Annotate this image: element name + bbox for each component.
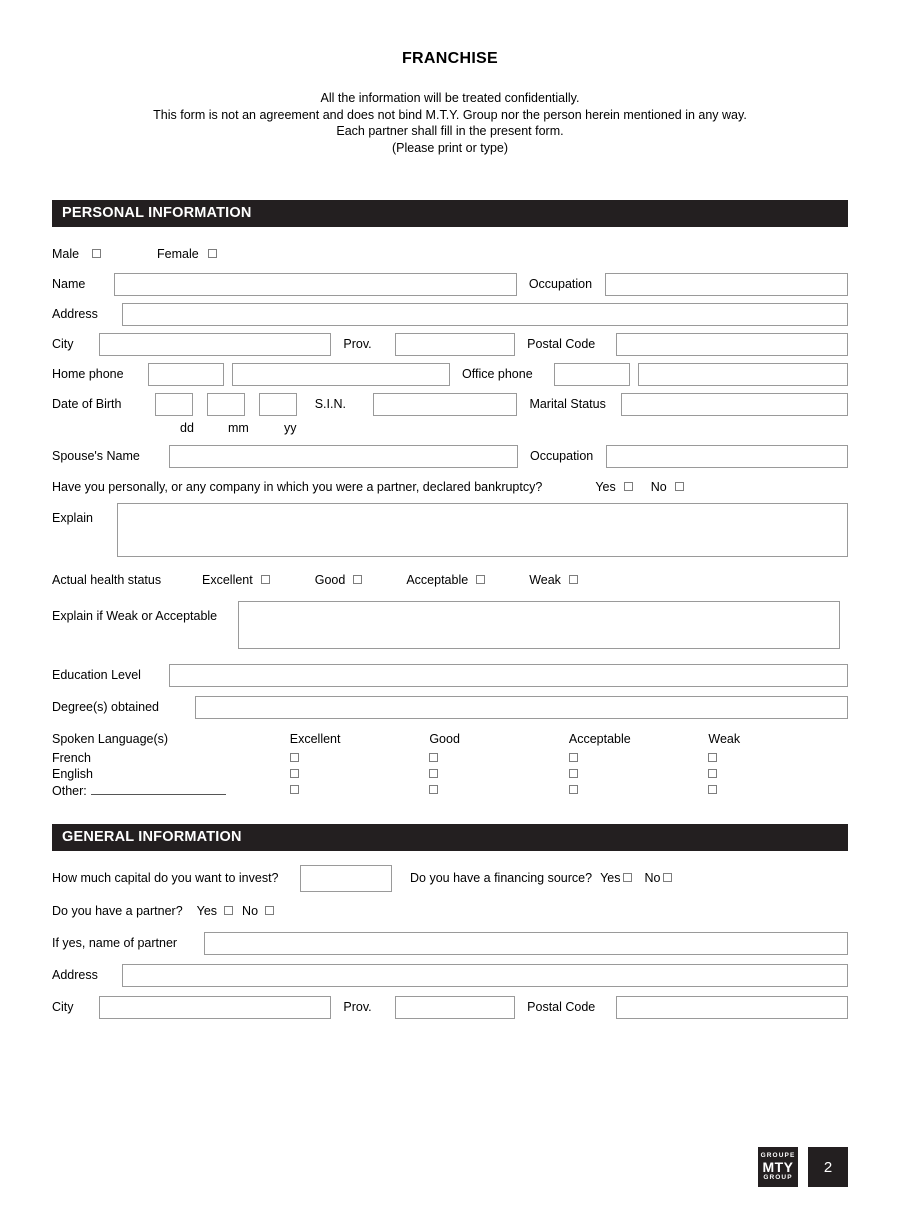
explain-weak-label: Explain if Weak or Acceptable — [52, 609, 218, 623]
address-label: Address — [52, 307, 98, 321]
table-row — [52, 766, 848, 782]
spouse-occupation-label: Occupation — [530, 449, 594, 463]
phone-row — [52, 359, 848, 389]
french-acceptable-checkbox[interactable] — [569, 753, 578, 762]
spouse-name-label: Spouse's Name — [52, 449, 140, 463]
page-number-badge: 2 — [808, 1147, 848, 1187]
sin-label: S.I.N. — [314, 397, 346, 411]
mty-group-logo — [758, 1147, 798, 1187]
french-good-checkbox[interactable] — [429, 753, 438, 762]
health-good-checkbox[interactable] — [353, 575, 362, 584]
spoken-languages-table — [52, 729, 848, 798]
dob-year-caption: yy — [284, 421, 297, 435]
dob-day-input[interactable] — [155, 393, 193, 416]
education-level-input[interactable] — [169, 664, 848, 687]
city-input[interactable] — [99, 333, 331, 356]
intro-text — [0, 90, 900, 156]
language-col-excellent: Excellent — [289, 731, 341, 746]
logo-bottom-text: GROUP — [763, 1174, 793, 1181]
franchise-form-page — [0, 50, 900, 1215]
financing-no-label: No — [644, 871, 661, 885]
section-header-personal-information: PERSONAL INFORMATION — [52, 200, 848, 227]
marital-status-input[interactable] — [621, 393, 848, 416]
address-row — [52, 299, 848, 329]
postal-code-input[interactable] — [616, 333, 848, 356]
language-english-label: English — [52, 767, 93, 781]
language-col-weak: Weak — [708, 731, 741, 746]
dob-month-caption: mm — [228, 421, 249, 435]
occupation-input[interactable] — [605, 273, 848, 296]
dob-captions-row — [52, 419, 848, 441]
health-acceptable-checkbox[interactable] — [476, 575, 485, 584]
home-phone-area-input[interactable] — [148, 363, 224, 386]
partner-postal-code-label: Postal Code — [527, 1000, 596, 1014]
dob-year-input[interactable] — [259, 393, 297, 416]
partner-address-input[interactable] — [122, 964, 848, 987]
partner-name-row — [52, 927, 848, 959]
section-header-general-information: GENERAL INFORMATION — [52, 824, 848, 851]
gender-row — [52, 235, 848, 269]
language-other-label: Other: — [52, 783, 87, 798]
partner-yes-label: Yes — [196, 904, 218, 918]
explain-weak-row — [52, 601, 848, 659]
female-label: Female — [157, 247, 199, 261]
health-weak-label: Weak — [529, 573, 561, 587]
explain-weak-textarea[interactable] — [238, 601, 840, 649]
bankruptcy-row — [52, 471, 848, 503]
financing-yes-checkbox[interactable] — [623, 873, 632, 882]
page-title: FRANCHISE — [401, 50, 499, 67]
capital-row — [52, 861, 848, 895]
partner-name-input[interactable] — [204, 932, 848, 955]
bankruptcy-no-label: No — [650, 480, 667, 494]
partner-city-row — [52, 991, 848, 1023]
english-weak-checkbox[interactable] — [708, 769, 717, 778]
french-excellent-checkbox[interactable] — [290, 753, 299, 762]
male-label: Male — [52, 247, 80, 261]
spoken-languages-label: Spoken Language(s) — [52, 731, 169, 746]
other-weak-checkbox[interactable] — [708, 785, 717, 794]
health-acceptable-label: Acceptable — [406, 573, 469, 587]
logo-top-text: GROUPE — [760, 1151, 796, 1159]
bankruptcy-question-label: Have you personally, or any company in which you were a partner, declared bankruptcy? — [52, 480, 543, 494]
logo-main-text: MTY — [762, 1159, 794, 1175]
explain-row — [52, 503, 848, 565]
explain-textarea[interactable] — [117, 503, 848, 557]
financing-question-label: Do you have a financing source? — [410, 871, 593, 885]
partner-city-label: City — [52, 1000, 74, 1014]
partner-prov-label: Prov. — [343, 1000, 372, 1014]
spouse-occupation-input[interactable] — [606, 445, 848, 468]
prov-label: Prov. — [343, 337, 372, 351]
health-weak-checkbox[interactable] — [569, 575, 578, 584]
intro-line-3: Each partner shall fill in the present form. — [336, 124, 564, 138]
language-col-good: Good — [429, 731, 460, 746]
city-row — [52, 329, 848, 359]
date-of-birth-row — [52, 389, 848, 419]
partner-name-label: If yes, name of partner — [52, 936, 178, 950]
intro-line-4: (Please print or type) — [391, 140, 509, 155]
home-phone-label: Home phone — [52, 367, 124, 381]
dob-day-caption: dd — [180, 421, 194, 435]
intro-line-1: All the information will be treated confidentially. — [320, 91, 580, 105]
health-status-label: Actual health status — [52, 573, 162, 587]
english-good-checkbox[interactable] — [429, 769, 438, 778]
partner-postal-code-input[interactable] — [616, 996, 848, 1019]
degrees-obtained-input[interactable] — [195, 696, 848, 719]
french-weak-checkbox[interactable] — [708, 753, 717, 762]
health-good-label: Good — [314, 573, 346, 587]
prov-input[interactable] — [395, 333, 515, 356]
partner-row — [52, 895, 848, 927]
partner-prov-input[interactable] — [395, 996, 515, 1019]
health-excellent-label: Excellent — [202, 573, 253, 587]
office-phone-number-input[interactable] — [638, 363, 848, 386]
language-other-input[interactable] — [91, 783, 226, 795]
partner-yes-checkbox[interactable] — [224, 906, 233, 915]
financing-yes-label: Yes — [600, 871, 621, 885]
table-row — [52, 782, 848, 798]
partner-address-label: Address — [52, 968, 98, 982]
degrees-row — [52, 691, 848, 723]
marital-status-label: Marital Status — [529, 397, 606, 411]
partner-question-label: Do you have a partner? — [52, 904, 183, 918]
female-checkbox[interactable] — [208, 249, 217, 258]
other-excellent-checkbox[interactable] — [290, 785, 299, 794]
language-col-acceptable: Acceptable — [568, 731, 631, 746]
date-of-birth-label: Date of Birth — [52, 397, 122, 411]
bankruptcy-yes-label: Yes — [595, 480, 616, 494]
other-acceptable-checkbox[interactable] — [569, 785, 578, 794]
name-input[interactable] — [114, 273, 517, 296]
table-row — [52, 750, 848, 766]
dob-month-input[interactable] — [207, 393, 245, 416]
name-label: Name — [52, 277, 86, 291]
english-excellent-checkbox[interactable] — [290, 769, 299, 778]
capital-question-label: How much capital do you want to invest? — [52, 871, 279, 885]
financing-no-checkbox[interactable] — [663, 873, 672, 882]
postal-code-label: Postal Code — [527, 337, 596, 351]
spouse-name-input[interactable] — [169, 445, 518, 468]
occupation-label: Occupation — [528, 277, 593, 291]
language-other-cell — [52, 782, 290, 798]
education-row — [52, 659, 848, 691]
address-input[interactable] — [122, 303, 848, 326]
partner-no-checkbox[interactable] — [265, 906, 274, 915]
english-acceptable-checkbox[interactable] — [569, 769, 578, 778]
home-phone-number-input[interactable] — [232, 363, 450, 386]
education-level-label: Education Level — [52, 668, 141, 682]
language-french-label: French — [52, 751, 91, 765]
health-excellent-checkbox[interactable] — [261, 575, 270, 584]
partner-address-row — [52, 959, 848, 991]
other-good-checkbox[interactable] — [429, 785, 438, 794]
partner-city-input[interactable] — [99, 996, 331, 1019]
name-row — [52, 269, 848, 299]
capital-amount-input[interactable] — [300, 865, 392, 892]
sin-input[interactable] — [373, 393, 518, 416]
intro-line-2: This form is not an agreement and does not bind M.T.Y. Group nor the person herein mentioned in any way. — [153, 107, 747, 122]
partner-no-label: No — [242, 904, 259, 918]
bankruptcy-yes-checkbox[interactable] — [624, 482, 633, 491]
male-checkbox[interactable] — [92, 249, 101, 258]
languages-header-row — [52, 729, 848, 750]
degrees-obtained-label: Degree(s) obtained — [52, 700, 160, 714]
city-label: City — [52, 337, 74, 351]
office-phone-area-input[interactable] — [554, 363, 630, 386]
footer — [758, 1147, 848, 1187]
explain-label: Explain — [52, 511, 93, 525]
bankruptcy-no-checkbox[interactable] — [675, 482, 684, 491]
spouse-row — [52, 441, 848, 471]
office-phone-label: Office phone — [462, 367, 533, 381]
health-status-row — [52, 565, 848, 595]
